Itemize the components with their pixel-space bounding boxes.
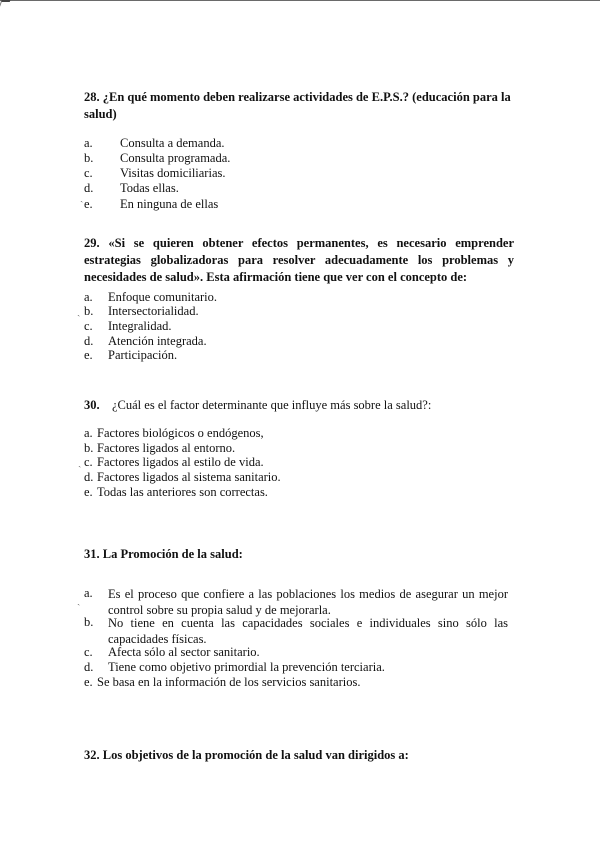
question-31-title: 31. La Promoción de la salud: [84,547,243,561]
option-text: Participación. [108,348,178,362]
option-text: Atención integrada. [108,334,207,348]
option-text: Integralidad. [108,319,172,333]
option-text: Factores ligados al entorno. [97,441,236,455]
option-text: Enfoque comunitario. [108,290,217,304]
question-32-title: 32. Los objetivos de la promoción de la salud van dirigidos a: [84,748,409,762]
answer-tick-mark: ˎ [77,306,81,317]
option-letter: b. [84,304,94,318]
option-text: Visitas domiciliarias. [120,166,226,180]
option-text: Factores ligados al sistema sanitario. [97,470,281,484]
option-text: Tiene como objetivo primordial la prevención terciaria. [108,660,385,674]
option-letter: e. [84,675,93,689]
option-text: Factores ligados al estilo de vida. [97,455,264,469]
answer-tick-mark: ˎ [80,192,84,203]
option-text: Consulta programada. [120,151,231,165]
option-text: No tiene en cuenta las capacidades sociales e individuales sino sólo las capacidades físicas. [108,616,508,646]
option-text: Se basa en la información de los servicios sanitarios. [97,675,361,689]
option-text: Es el proceso que confiere a las poblaciones los medios de asegurar un mejor control sobre su propia salud y de mejorarla. [108,587,508,617]
option-letter: d. [84,660,94,674]
option-text: Todas las anteriores son correctas. [97,485,268,499]
option-letter: c. [84,455,93,469]
option-letter: d. [84,334,94,348]
option-letter: c. [84,319,93,333]
option-letter: d. [84,181,94,195]
option-text: Todas ellas. [120,181,179,195]
option-letter: e. [84,348,93,362]
option-letter: d. [84,470,94,484]
option-text: Factores biológicos o endógenos, [97,426,264,440]
option-letter: b. [84,441,94,455]
question-29-title: 29. «Si se quieren obtener efectos permanentes, es necesario emprender estrategias globalizadoras para resolver adecuadamente los problemas y necesidades de salud». Esta afirmación tiene que ver con el concepto de: [84,236,514,284]
question-28-title: 28. ¿En qué momento deben realizarse actividades de E.P.S.? (educación para la salud) [84,90,511,121]
option-letter: a. [84,426,93,440]
option-text: Consulta a demanda. [120,136,225,150]
scan-top-edge [0,0,600,1]
option-letter: e. [84,197,93,211]
question-number: 30. [84,398,100,412]
option-letter: a. [84,586,93,600]
option-text: En ninguna de ellas [120,197,219,211]
question-text: ¿Cuál es el factor determinante que influye más sobre la salud?: [112,398,432,412]
option-letter: e. [84,485,93,499]
option-text: Intersectorialidad. [108,304,199,318]
option-text: Afecta sólo al sector sanitario. [108,645,260,659]
option-letter: a. [84,290,93,304]
option-letter: c. [84,645,93,659]
option-letter: c. [84,166,93,180]
answer-tick-mark: ˎ [78,457,82,468]
scan-corner-mark [0,0,10,8]
option-letter: b. [84,615,94,629]
answer-tick-mark: ˎ [77,595,81,606]
option-letter: b. [84,151,94,165]
option-letter: a. [84,136,93,150]
